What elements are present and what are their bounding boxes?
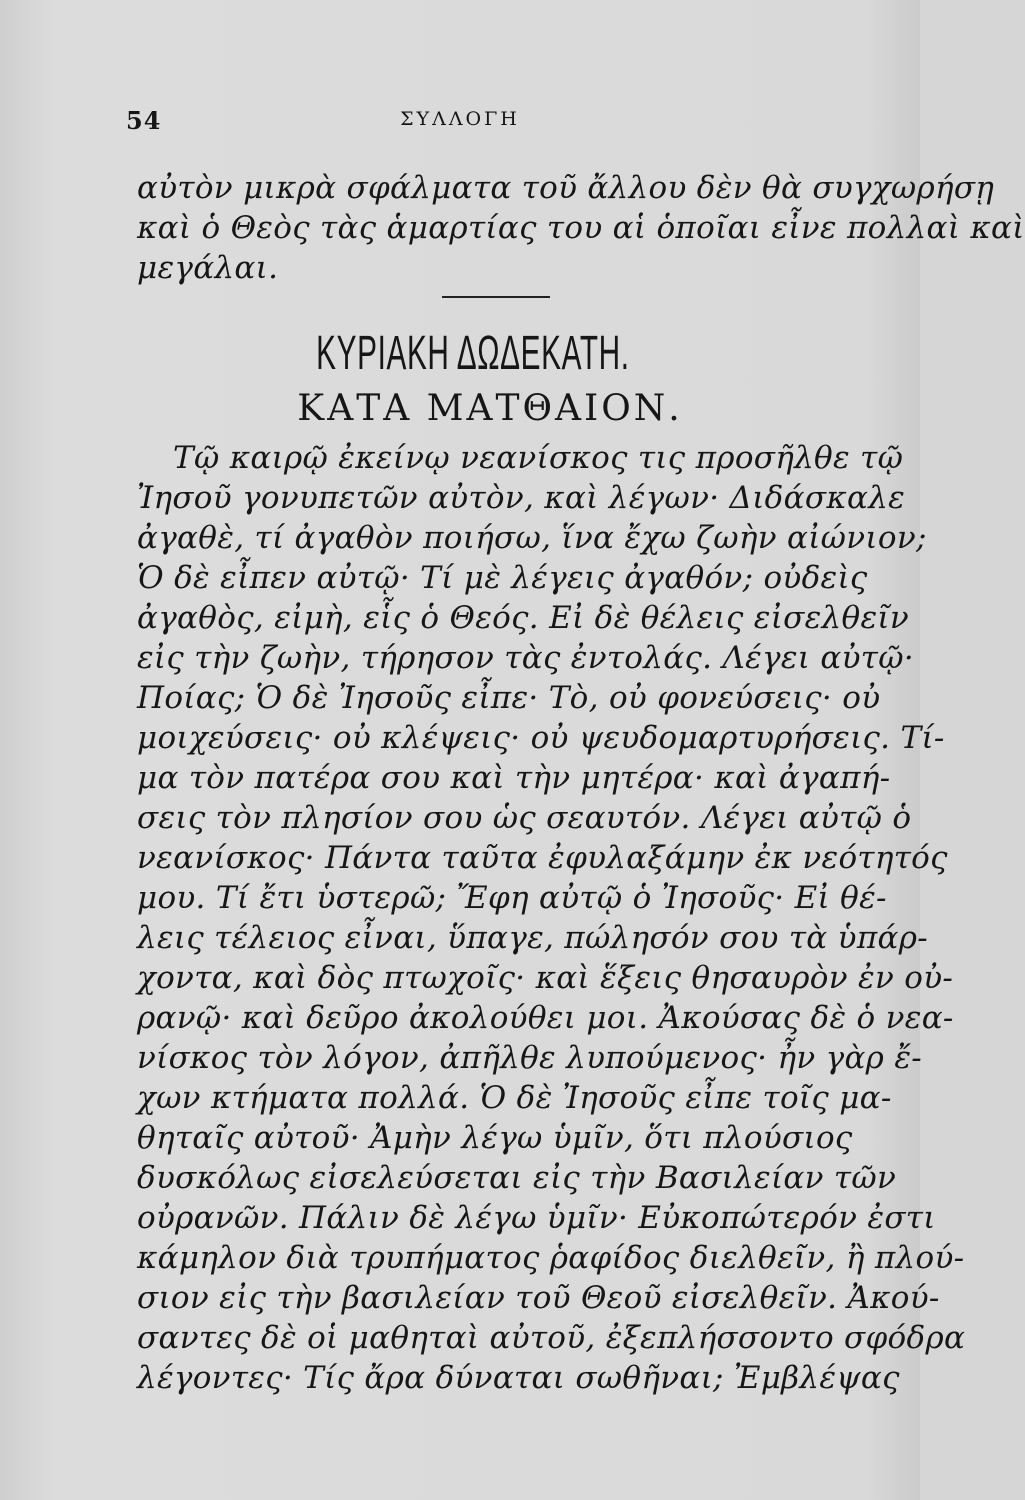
text-line: ρανῷ· καὶ δεῦρο ἀκολούθει μοι. Ἀκούσας δὲ ὁ νεα- bbox=[137, 1000, 954, 1036]
text-line: Τῷ καιρῷ ἐκείνῳ νεανίσκος τις προσῆλθε τῷ bbox=[173, 440, 904, 476]
text-line: οὐρανῶν. Πάλιν δὲ λέγω ὑμῖν· Εὐκοπώτερόν ἐστι bbox=[137, 1200, 936, 1236]
text-line: κάμηλον διὰ τρυπήματος ῥαφίδος διελθεῖν, ἢ πλού- bbox=[137, 1240, 965, 1276]
page-header bbox=[0, 106, 920, 146]
text-line: ἀγαθὸς, εἰμὴ, εἷς ὁ Θεός. Εἰ δὲ θέλεις εἰσελθεῖν bbox=[137, 600, 909, 636]
section-title: ΚΥΡΙΑΚΗ ΔΩΔΕΚΑΤΗ. bbox=[316, 327, 630, 380]
text-line: ἀγαθὲ, τί ἀγαθὸν ποιήσω, ἵνα ἔχω ζωὴν αἰώνιον; bbox=[137, 520, 927, 556]
text-line: σεις τὸν πλησίον σου ὡς σεαυτόν. Λέγει αὐτῷ ὁ bbox=[137, 800, 912, 836]
section-subtitle: ΚΑΤΑ ΜΑΤΘΑΙΟΝ. bbox=[297, 388, 683, 429]
text-line: θηταῖς αὐτοῦ· Ἀμὴν λέγω ὑμῖν, ὅτι πλούσιος bbox=[137, 1120, 853, 1156]
text-line: λέγοντες· Τίς ἄρα δύναται σωθῆναι; Ἐμβλέψας bbox=[137, 1360, 900, 1396]
running-head: ΣΥΛΛΟΓΗ bbox=[400, 108, 520, 130]
text-line: εἰς τὴν ζωὴν, τήρησον τὰς ἐντολάς. Λέγει αὐτῷ· bbox=[137, 640, 914, 676]
text-line: λεις τέλειος εἶναι, ὕπαγε, πώλησόν σου τὰ ὑπάρ- bbox=[137, 920, 929, 956]
gospel-text bbox=[137, 438, 966, 1398]
text-line: χων κτήματα πολλά. Ὁ δὲ Ἰησοῦς εἶπε τοῖς μα- bbox=[137, 1080, 892, 1116]
text-line: Ποίας; Ὁ δὲ Ἰησοῦς εἶπε· Τὸ, οὐ φονεύσεις· οὐ bbox=[137, 680, 881, 716]
text-line: μου. Τί ἔτι ὑστερῶ; Ἔφη αὐτῷ ὁ Ἰησοῦς· Εἰ θέ- bbox=[137, 880, 887, 916]
text-line: μα τὸν πατέρα σου καὶ τὴν μητέρα· καὶ ἀγαπή- bbox=[137, 760, 891, 796]
section-divider bbox=[442, 296, 550, 298]
text-line: Ἰησοῦ γονυπετῶν αὐτὸν, καὶ λέγων· Διδάσκαλε bbox=[137, 480, 906, 516]
text-line: αὐτὸν μικρὰ σφάλματα τοῦ ἄλλου δὲν θὰ συγχωρήσῃ bbox=[137, 170, 995, 206]
text-line: καὶ ὁ Θεὸς τὰς ἁμαρτίας του αἱ ὁποῖαι εἶνε πολλαὶ καὶ bbox=[137, 210, 1025, 246]
text-line: σαντες δὲ οἱ μαθηταὶ αὐτοῦ, ἐξεπλήσσοντο σφόδρα bbox=[137, 1320, 966, 1356]
text-line: Ὁ δὲ εἶπεν αὐτῷ· Τί μὲ λέγεις ἀγαθόν; οὐδεὶς bbox=[137, 560, 868, 596]
page-number: 54 bbox=[126, 106, 162, 135]
text-line: σιον εἰς τὴν βασιλείαν τοῦ Θεοῦ εἰσελθεῖν. Ἀκού- bbox=[137, 1280, 940, 1316]
opening-paragraph bbox=[137, 168, 1025, 288]
text-line: μοιχεύσεις· οὐ κλέψεις· οὐ ψευδομαρτυρήσεις. Τί- bbox=[137, 720, 945, 756]
text-line: νίσκος τὸν λόγον, ἀπῆλθε λυπούμενος· ἦν γὰρ ἔ- bbox=[137, 1040, 923, 1076]
text-line: χοντα, καὶ δὸς πτωχοῖς· καὶ ἕξεις θησαυρὸν ἐν οὐ- bbox=[137, 960, 954, 996]
text-line: μεγάλαι. bbox=[137, 250, 279, 286]
text-line: δυσκόλως εἰσελεύσεται εἰς τὴν Βασιλείαν τῶν bbox=[137, 1160, 897, 1196]
text-line: νεανίσκος· Πάντα ταῦτα ἐφυλαξάμην ἐκ νεότητός bbox=[137, 840, 948, 876]
